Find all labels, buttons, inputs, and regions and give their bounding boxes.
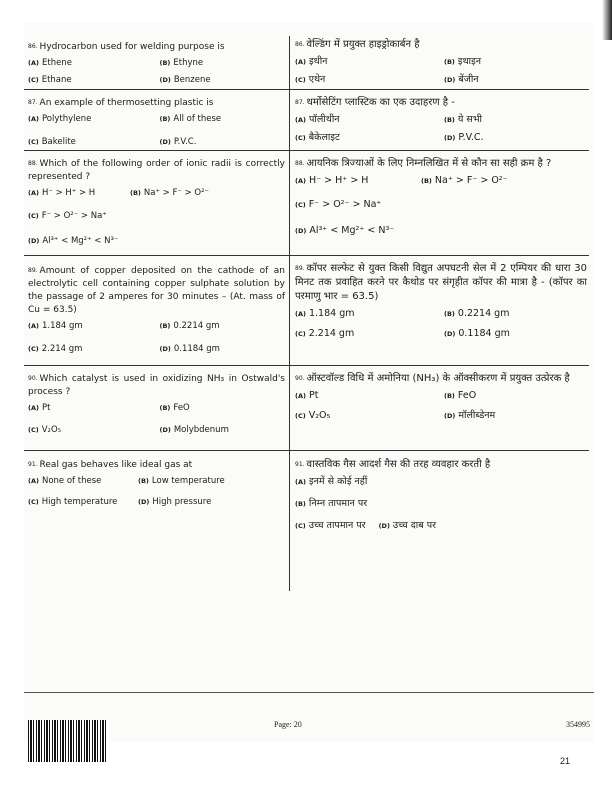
footer-rule — [24, 692, 594, 693]
option-c: (C) 2.214 gm — [28, 344, 83, 354]
question-90-en: 90. Which catalyst is used in oxidizing NH₃ in Ostwald's process ? (A) Pt (B) FeO (C) V₂O₅ (D) Molybdenum — [28, 374, 285, 435]
question-separator — [289, 89, 589, 90]
option-b: (B) FeO — [159, 403, 190, 413]
option-a: (A) Pt — [28, 403, 51, 413]
question-separator — [24, 450, 289, 451]
option-c: (C) Ethane — [28, 75, 72, 85]
question-separator — [24, 255, 289, 256]
option-d: (D) High pressure — [138, 497, 212, 507]
option-a: (A) 1.184 gm — [295, 308, 355, 319]
question-89-en: 89. Amount of copper deposited on the cathode of an electrolytic cell containing copper sulphate solution by the passage of 2 amperes for 30 minutes – (At. mass of Cu = 63.5) (A) 1.184 gm (B) 0.2214 gm (C) 2.214 gm (D) 0.1184 gm — [28, 266, 285, 354]
option-c: (C) बैकेलाइट — [295, 132, 340, 143]
option-c: (C) V₂O₅ — [295, 410, 331, 421]
option-b: (B) Na⁺ > F⁻ > O²⁻ — [421, 175, 508, 186]
option-a: (A) Ethene — [28, 58, 72, 68]
option-d: (D) मॉलीब्डेनम — [444, 410, 496, 421]
option-b: (B) Low temperature — [138, 476, 225, 486]
option-a: (A) None of these — [28, 476, 102, 486]
question-88-hi: 88. आयनिक त्रिज्याओं के लिए निम्नलिखित में से कौन सा सही क्रम है ? (A) H⁻ > H⁺ > H (B) Na⁺ > F⁻ > O²⁻ (C) F⁻ > O²⁻ > Na⁺ (D) Al³⁺ < Mg²⁺ < N³⁻ — [295, 157, 587, 238]
option-c: (C) F⁻ > O²⁻ > Na⁺ — [295, 199, 382, 210]
option-a: (A) पॉलीथीन — [295, 114, 340, 125]
option-c: (C) High temperature — [28, 497, 118, 507]
option-c: (C) F⁻ > O²⁻ > Na⁺ — [28, 211, 107, 221]
question-89-hi: 89. कॉपर सल्फेट से युक्त किसी विद्युत अपघटनी सेल में 2 एम्पियर की धारा 30 मिनट तक प्रवाहित करने पर कैथोड पर संगृहीत कॉपर की मात्रा है - (कॉपर का परमाणु भार = 63.5) (A) 1.184 gm (B) 0.2214 gm (C) 2.214 gm (D) 0.1184 gm — [295, 263, 587, 339]
scan-edge — [602, 0, 612, 40]
option-c: (C) Bakelite — [28, 137, 76, 147]
question-90-hi: 90. ऑस्टवॉल्ड विधि में अमोनिया (NH₃) के ऑक्सीकरण में प्रयुक्त उत्प्रेरक है (A) Pt (B) FeO (C) V₂O₅ (D) मॉलीब्डेनम — [295, 372, 587, 423]
option-d: (D) बेंजीन — [444, 74, 479, 85]
option-b: (B) 0.2214 gm — [444, 308, 510, 319]
question-separator — [289, 255, 589, 256]
option-d: (D) P.V.C. — [444, 132, 484, 143]
question-87-hi: 87. थर्मोसेटिंग प्लास्टिक का एक उदाहरण है - (A) पॉलीथीन (B) ये सभी (C) बैकेलाइट (D) P.V.C. — [295, 96, 587, 145]
option-c: (C) एथेन — [295, 74, 326, 85]
question-separator — [24, 150, 289, 151]
sheet-number: 21 — [559, 756, 570, 766]
option-d: (D) 0.1184 gm — [159, 344, 220, 354]
question-separator — [24, 89, 289, 90]
option-c-d: (C) उच्च तापमान पर (D) उच्च दाब पर — [295, 520, 436, 531]
exam-page — [24, 22, 594, 742]
question-separator — [24, 365, 289, 366]
question-separator — [289, 150, 589, 151]
question-separator — [289, 365, 589, 366]
option-a: (A) इथीन — [295, 56, 328, 67]
page-label: Page: 20 — [274, 720, 302, 729]
question-87-en: 87. An example of thermosetting plastic is (A) Polythylene (B) All of these (C) Bakelite (D) P.V.C. — [28, 96, 285, 149]
option-d: (D) Al³⁺ < Mg²⁺ < N³⁻ — [295, 225, 395, 236]
option-b: (B) FeO — [444, 390, 477, 401]
option-c: (C) V₂O₅ — [28, 425, 62, 435]
option-b: (B) All of these — [159, 114, 222, 124]
question-91-en: 91. Real gas behaves like ideal gas at (A) None of these (B) Low temperature (C) High temperature (D) High pressure — [28, 458, 285, 509]
option-d: (D) Al³⁺ < Mg²⁺ < N³⁻ — [28, 236, 119, 246]
option-d: (D) 0.1184 gm — [444, 328, 510, 339]
option-c: (C) 2.214 gm — [295, 328, 355, 339]
option-a: (A) Pt — [295, 390, 319, 401]
option-b: (B) Ethyne — [159, 58, 204, 68]
question-separator — [289, 450, 589, 451]
option-a: (A) 1.184 gm — [28, 321, 83, 331]
column-divider — [289, 36, 290, 591]
option-b: (B) इथाइन — [444, 56, 482, 67]
option-b: (B) 0.2214 gm — [159, 321, 220, 331]
question-88-en: 88. Which of the following order of ionic radii is correctly represented ? (A) H⁻ > H⁺ > H (B) Na⁺ > F⁻ > O²⁻ (C) F⁻ > O²⁻ > Na⁺ (D) Al³⁺ < Mg²⁺ < N³⁻ — [28, 159, 285, 246]
option-d: (D) P.V.C. — [159, 137, 197, 147]
question-91-hi: 91. वास्तविक गैस आदर्श गैस की तरह व्यवहार करती है (A) इनमें से कोई नहीं (B) निम्न तापमान पर (C) उच्च तापमान पर (D) उच्च दाब पर — [295, 458, 535, 533]
option-a: (A) इनमें से कोई नहीं — [295, 476, 368, 487]
option-b: (B) Na⁺ > F⁻ > O²⁻ — [130, 188, 209, 198]
paper-code: 354995 — [566, 720, 590, 729]
option-b: (B) ये सभी — [444, 114, 482, 125]
option-a: (A) H⁻ > H⁺ > H — [295, 175, 369, 186]
option-d: (D) Benzene — [159, 75, 211, 85]
option-a: (A) H⁻ > H⁺ > H — [28, 188, 96, 198]
option-a: (A) Polythylene — [28, 114, 92, 124]
barcode — [28, 720, 108, 762]
question-86-en: 86. Hydrocarbon used for welding purpose is (A) Ethene (B) Ethyne (C) Ethane (D) Benzene — [28, 40, 285, 87]
option-d: (D) Molybdenum — [159, 425, 229, 435]
option-b: (B) निम्न तापमान पर — [295, 498, 368, 509]
question-86-hi: 86. वेल्डिंग में प्रयुक्त हाइड्रोकार्बन है (A) इथीन (B) इथाइन (C) एथेन (D) बेंजीन — [295, 38, 587, 87]
